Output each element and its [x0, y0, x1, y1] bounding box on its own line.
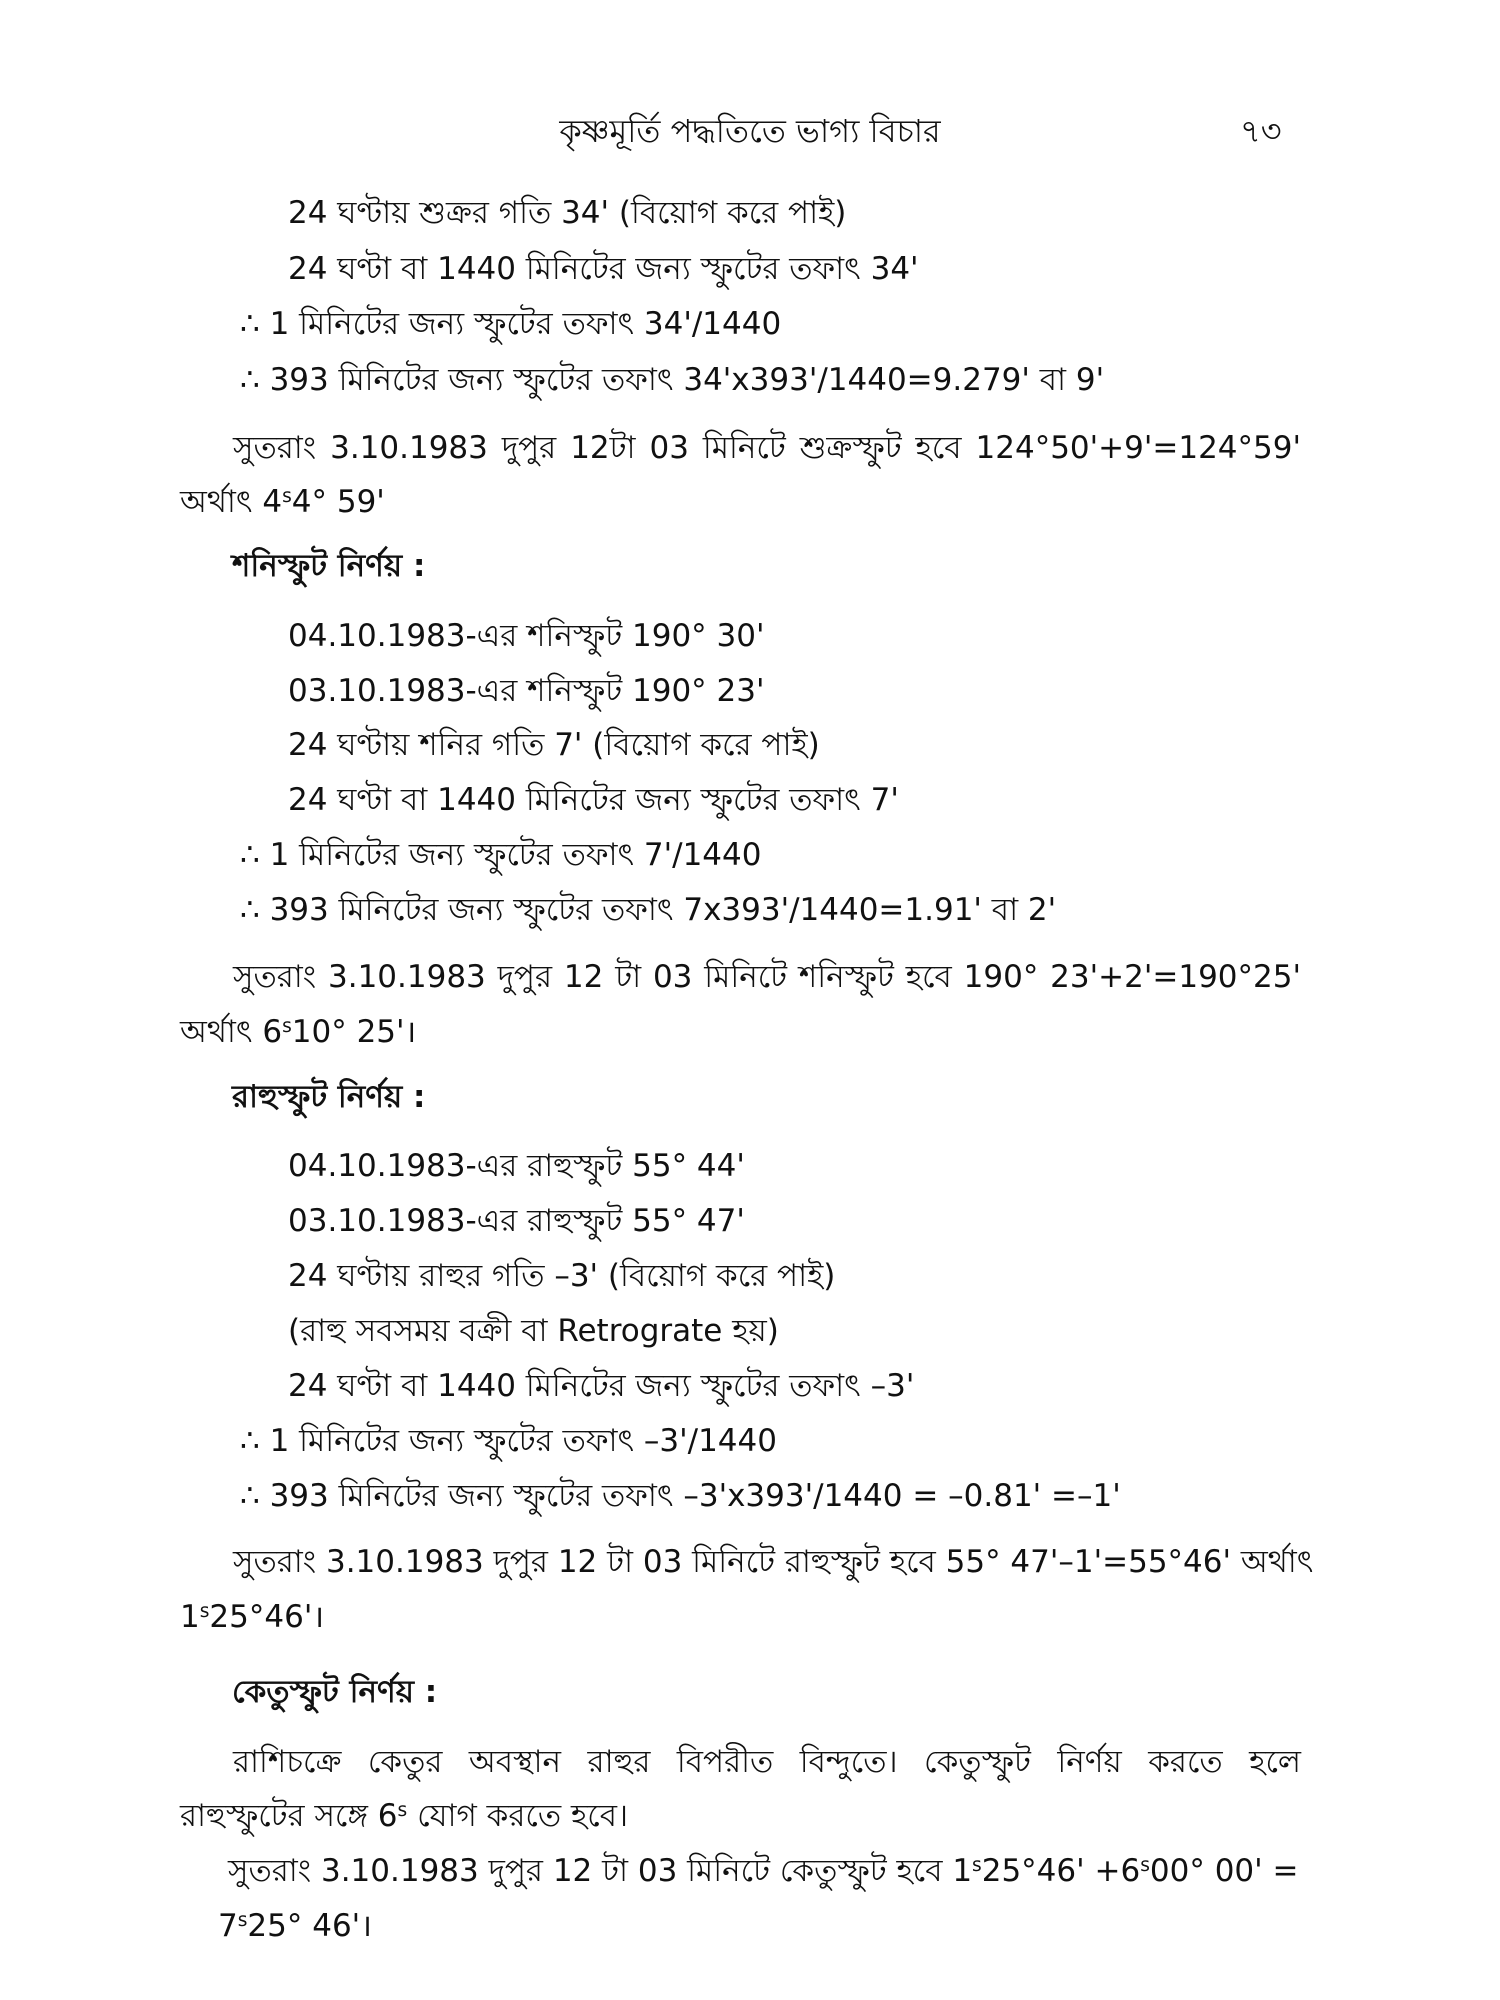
venus-line-2: 24 ঘণ্টা বা 1440 মিনিটের জন্য স্ফুটের তফাৎ 34' — [288, 251, 919, 287]
rahu-line-1: 04.10.1983-এর রাহুস্ফুট 55° 44' — [288, 1148, 745, 1184]
ketu-result2-text-b: 25° 46'। — [247, 1908, 372, 1944]
venus-line-1: 24 ঘণ্টায় শুক্রর গতি 34' (বিয়োগ করে পাই) — [288, 195, 847, 231]
ketu-result-sign-suffix-2: s — [1140, 1854, 1150, 1876]
ketu-result-text-a: সুতরাং 3.10.1983 দুপুর 12 টা 03 মিনিটে কেতুস্ফুট হবে 1 — [228, 1853, 973, 1889]
venus-line-3: ∴ 1 মিনিটের জন্য স্ফুটের তফাৎ 34'/1440 — [240, 306, 782, 342]
ketu-result2-sign-suffix: s — [237, 1909, 248, 1931]
rahu-result-degree — [180, 1597, 324, 1637]
ketu-result-text-c: 00° 00' = — [1149, 1853, 1299, 1889]
venus-line-4: ∴ 393 মিনিটের জন্য স্ফুটের তফাৎ 34'x393'/1440=9.279' বা 9' — [240, 362, 1105, 398]
rahu-line-6: ∴ 1 মিনিটের জন্য স্ফুটের তফাৎ –3'/1440 — [240, 1423, 777, 1459]
page-number: ৭৩ — [1240, 112, 1282, 150]
page-header-title: কৃষ্ণমূর্তি পদ্ধতিতে ভাগ্য বিচার — [559, 112, 941, 150]
saturn-result-degree — [180, 1012, 416, 1052]
venus-result-line: সুতরাং 3.10.1983 দুপুর 12টা 03 মিনিটে শুক্রস্ফুট হবে 124°50'+9'=124°59' — [233, 430, 1301, 466]
saturn-result-line: সুতরাং 3.10.1983 দুপুর 12 টা 03 মিনিটে শনিস্ফুট হবে 190° 23'+2'=190°25' — [233, 959, 1301, 995]
ketu-result-degree — [218, 1906, 372, 1946]
rahu-heading: রাহুস্ফুট নির্ণয় : — [232, 1079, 426, 1115]
rahu-result-sign-suffix: s — [199, 1600, 210, 1622]
rahu-result-sign: 1 — [180, 1599, 200, 1635]
ketu-para-text-a: রাহুস্ফুটের সঙ্গে 6 — [180, 1798, 398, 1834]
rahu-result-line: সুতরাং 3.10.1983 দুপুর 12 টা 03 মিনিটে রাহুস্ফুট হবে 55° 47'–1'=55°46' অর্থাৎ — [233, 1544, 1314, 1580]
ketu-para-text-b: যোগ করতে হবে। — [407, 1798, 629, 1834]
saturn-result-rest: 10° 25'। — [291, 1014, 417, 1050]
rahu-line-4: (রাহু সবসময় বক্রী বা Retrograte হয়) — [288, 1313, 779, 1349]
venus-result-degree — [180, 482, 385, 522]
ketu-paragraph-line-1: রাশিচক্রে কেতুর অবস্থান রাহুর বিপরীত বিন্দুতে। কেতুস্ফুট নির্ণয় করতে হলে — [233, 1744, 1301, 1780]
saturn-line-5: ∴ 1 মিনিটের জন্য স্ফুটের তফাৎ 7'/1440 — [240, 837, 762, 873]
rahu-line-3: 24 ঘণ্টায় রাহুর গতি –3' (বিয়োগ করে পাই) — [288, 1258, 836, 1294]
ketu-paragraph-line-2 — [180, 1796, 628, 1836]
saturn-result-prefix: অর্থাৎ — [180, 1014, 253, 1050]
ketu-result-text-b: 25°46' +6 — [981, 1853, 1141, 1889]
rahu-line-7: ∴ 393 মিনিটের জন্য স্ফুটের তফাৎ –3'x393'/1440 = –0.81' =–1' — [240, 1478, 1121, 1514]
ketu-result2-text-a: 7 — [218, 1908, 238, 1944]
saturn-line-3: 24 ঘণ্টায় শনির গতি 7' (বিয়োগ করে পাই) — [288, 727, 820, 763]
saturn-result-sign: 6 — [262, 1014, 283, 1050]
saturn-result-sign-suffix: s — [282, 1015, 292, 1037]
saturn-line-6: ∴ 393 মিনিটের জন্য স্ফুটের তফাৎ 7x393'/1440=1.91' বা 2' — [240, 892, 1057, 928]
ketu-heading: কেতুস্ফুট নির্ণয় : — [232, 1674, 438, 1710]
saturn-line-1: 04.10.1983-এর শনিস্ফুট 190° 30' — [288, 618, 765, 654]
rahu-line-2: 03.10.1983-এর রাহুস্ফুট 55° 47' — [288, 1203, 745, 1239]
saturn-heading: শনিস্ফুট নির্ণয় : — [232, 548, 426, 584]
ketu-para-sign-suffix: s — [397, 1799, 408, 1821]
venus-result-rest: 4° 59' — [291, 484, 385, 520]
saturn-line-2: 03.10.1983-এর শনিস্ফুট 190° 23' — [288, 673, 765, 709]
ketu-result-line — [228, 1851, 1299, 1891]
saturn-line-4: 24 ঘণ্টা বা 1440 মিনিটের জন্য স্ফুটের তফাৎ 7' — [288, 782, 899, 818]
rahu-line-5: 24 ঘণ্টা বা 1440 মিনিটের জন্য স্ফুটের তফাৎ –3' — [288, 1368, 915, 1404]
venus-result-prefix: অর্থাৎ — [180, 484, 253, 520]
venus-result-sign-suffix: s — [282, 485, 292, 507]
venus-result-sign: 4 — [262, 484, 283, 520]
rahu-result-rest: 25°46'। — [209, 1599, 325, 1635]
ketu-result-sign-suffix-1: s — [972, 1854, 982, 1876]
